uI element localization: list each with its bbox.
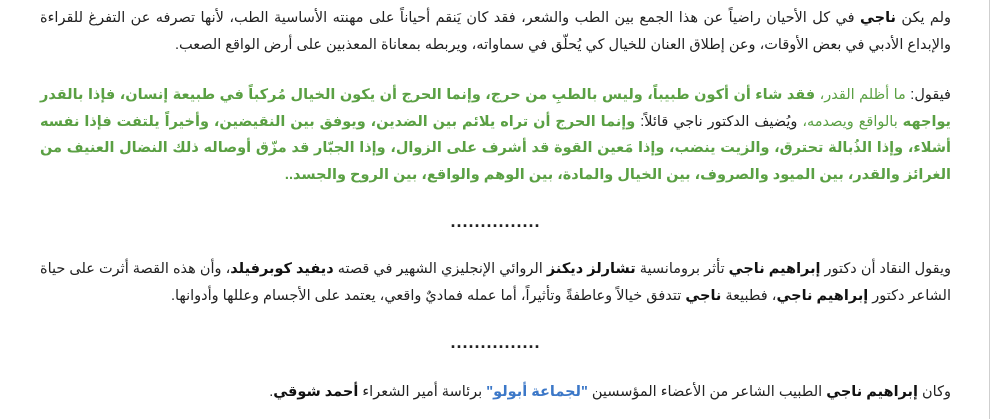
paragraph-dickens-influence: [40, 256, 951, 309]
separator-dots: ...............: [450, 332, 541, 352]
text-run: ولم يكن: [896, 10, 951, 26]
text-run: حياة الشاعر دكتور: [40, 261, 951, 304]
emphasis-text: وإنما الحرج أن تراه يلائم بين الضدين، ويوفق بين النقيضين، وأخيراً يلتفت فإذا نفسه أشلاء، وإذا: [40, 113, 951, 156]
emphasis-text: بالواقع ويصدمه،: [797, 113, 898, 130]
text-run: فيقول:: [905, 87, 951, 103]
paragraph-naji-quote: [40, 82, 951, 188]
paragraph-apollo-group: [40, 379, 951, 406]
text-run: .: [269, 384, 274, 400]
paragraph-naji-medicine-poetry: [40, 5, 951, 58]
emphasis-text: أحمد شوقي: [273, 384, 359, 400]
emphasis-text: إبراهيم ناجي: [776, 287, 869, 304]
text-run: ويقول النقاد أن دكتور: [820, 261, 952, 277]
text-run: ، فطبيعة: [721, 287, 777, 304]
emphasis-text: إبراهيم ناجي: [728, 261, 821, 277]
emphasis-text: الذُبالة تحترق، والزيت ينضب، وإذا مَعين القوة قد أشرف على الزوال، وإذا الجبّار قد مزّق أوصاله ذلك النضال العنيف من الغرائز والقدر، بين: [40, 140, 951, 183]
separator-dots: ...............: [450, 211, 541, 231]
emphasis-text: ناجي: [685, 287, 722, 304]
text-run: ، وأن هذه القصة أثرت على: [69, 261, 231, 277]
text-run: تأثر برومانسية: [635, 261, 729, 277]
emphasis-text: إبراهيم ناجي: [826, 384, 918, 400]
text-run: برئاسة أمير الشعراء: [358, 384, 487, 400]
text-run: ويُضيف الدكتور ناجي قائلاً:: [635, 113, 798, 130]
emphasis-text: ما أظلم القدر،: [815, 87, 906, 103]
paragraph-line: [285, 167, 815, 183]
link-text[interactable]: "لجماعة أبولو": [486, 384, 588, 400]
text-run: وكان: [917, 384, 951, 400]
text-run: الروائي الإنجليزي الشهير في قصته: [333, 261, 547, 277]
text-run: الطبيب الشاعر من الأعضاء المؤسسين: [587, 384, 827, 400]
text-run: للقراءة والإبداع الأدبي في بعض الأوقات، وعن إطلاق العنان للخيال كي يُحلّق في سماواته، ويربطه بمعاناة المعذبين على أرض الواقع الصعب.: [40, 10, 951, 53]
emphasis-text: الميود والصروف، بين الخيال والمادة، بين الوهم والواقع، بين الروح والجسد..: [284, 166, 816, 183]
paragraph-line: [88, 10, 951, 26]
emphasis-text: ديفيد كوبرفيلد: [230, 261, 334, 277]
emphasis-text: ناجي: [859, 10, 896, 26]
paragraph-line: [269, 384, 951, 400]
text-run: تتدفق خيالاً وعاطفةً وتأثيراً، أما عمله فماديٌ واقعي، يعتمد على الأجسام وعللها وأدوانها.: [170, 287, 686, 304]
emphasis-text: فقد شاء أن أكون طبيباً، وليس بالطبِ من حرج، وإنما الحرج أن يكون الخيال مُركباً في طبيعة إنسان، فإذا بالقدر يواجهه: [40, 87, 951, 130]
paragraph-line: [69, 261, 951, 277]
emphasis-text: تشارلز ديكنز: [546, 261, 636, 277]
text-run: في كل الأحيان راضياً عن هذا الجمع بين الطب والشعر، فقد كان يَنقم أحياناً على مهنته الأساسية الطب، لأنها تصرفه عن التفرغ: [88, 10, 860, 26]
